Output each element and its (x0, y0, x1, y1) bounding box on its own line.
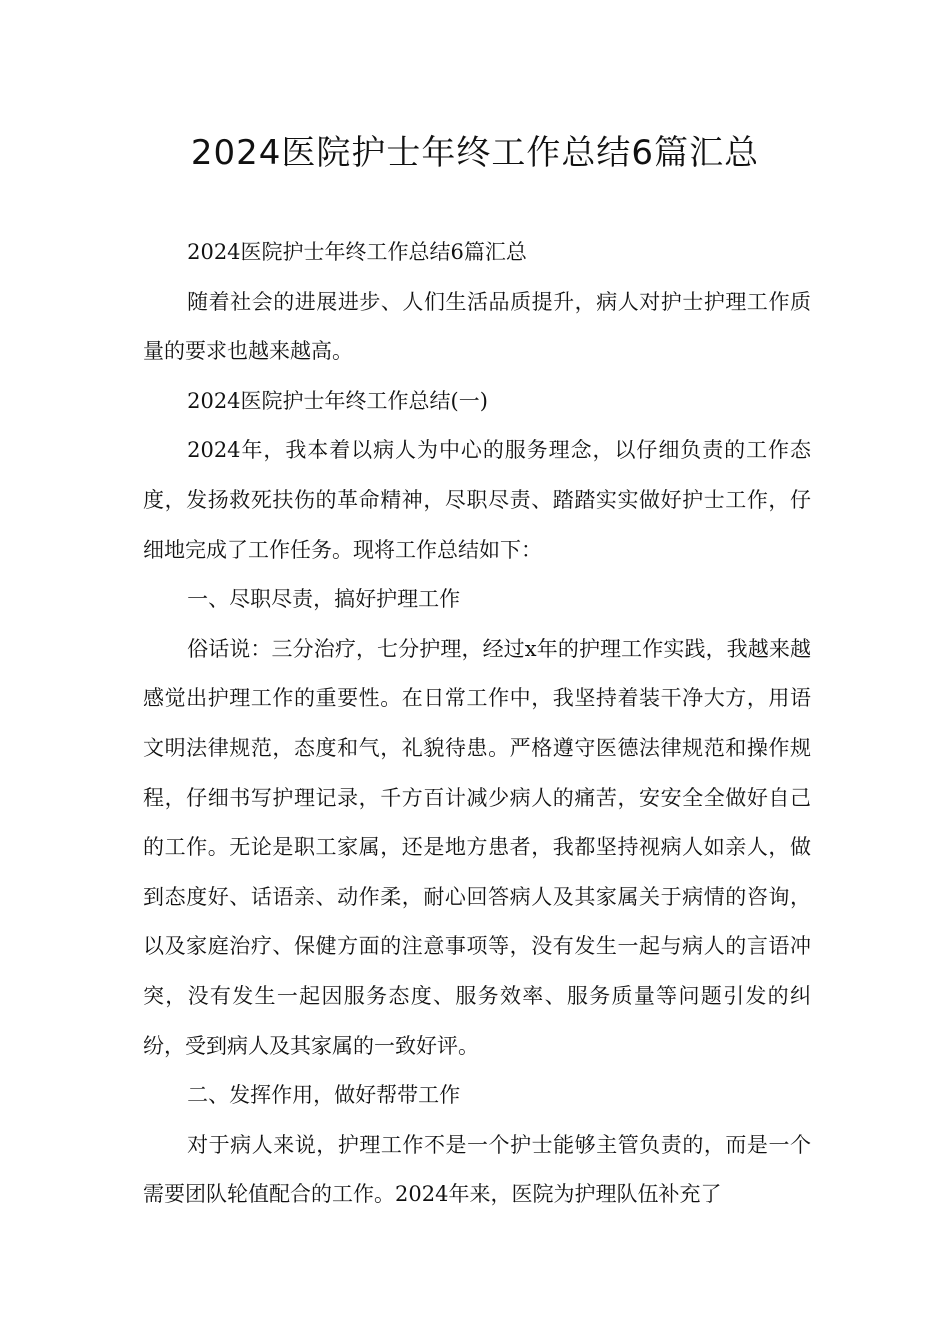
document-title: 2024医院护士年终工作总结6篇汇总 (190, 133, 760, 173)
body-paragraph: 对于病人来说，护理工作不是一个护士能够主管负责的，而是一个需要团队轮值配合的工作。2024年来，医院为护理队伍补充了 (143, 1132, 811, 1207)
intro-paragraph: 随着社会的进展进步、人们生活品质提升，病人对护士护理工作质量的要求也越来越高。 (143, 289, 811, 364)
body-paragraph: 俗话说：三分治疗，七分护理，经过x年的护理工作实践，我越来越感觉出护理工作的重要性。在日常工作中，我坚持着装干净大方，用语文明法律规范，态度和气，礼貌待患。严格遵守医德法律规范和操作规程，仔细书写护理记录，千方百计减少病人的痛苦，安安全全做好自己的工作。无论是职工家属，还是地方患者，我都坚持视病人如亲人，做到态度好、话语亲、动作柔，耐心回答病人及其家属关于病情的咨询，以及家庭治疗、保健方面的注意事项等，没有发生一起与病人的言语冲突，没有发生一起因服务态度、服务效率、服务质量等问题引发的纠纷，受到病人及其家属的一致好评。 (143, 636, 811, 1058)
body-paragraph: 2024年，我本着以病人为中心的服务理念，以仔细负责的工作态度，发扬救死扶伤的革命精神，尽职尽责、踏踏实实做好护士工作，仔细地完成了工作任务。现将工作总结如下： (143, 438, 811, 562)
document-body (143, 228, 811, 1220)
section-heading-1: 2024医院护士年终工作总结(一) (187, 388, 488, 413)
subheading-mentoring: 二、发挥作用，做好帮带工作 (187, 1083, 461, 1108)
subtitle-paragraph: 2024医院护士年终工作总结6篇汇总 (187, 240, 527, 264)
subheading-duties: 一、尽职尽责，搞好护理工作 (187, 587, 461, 612)
